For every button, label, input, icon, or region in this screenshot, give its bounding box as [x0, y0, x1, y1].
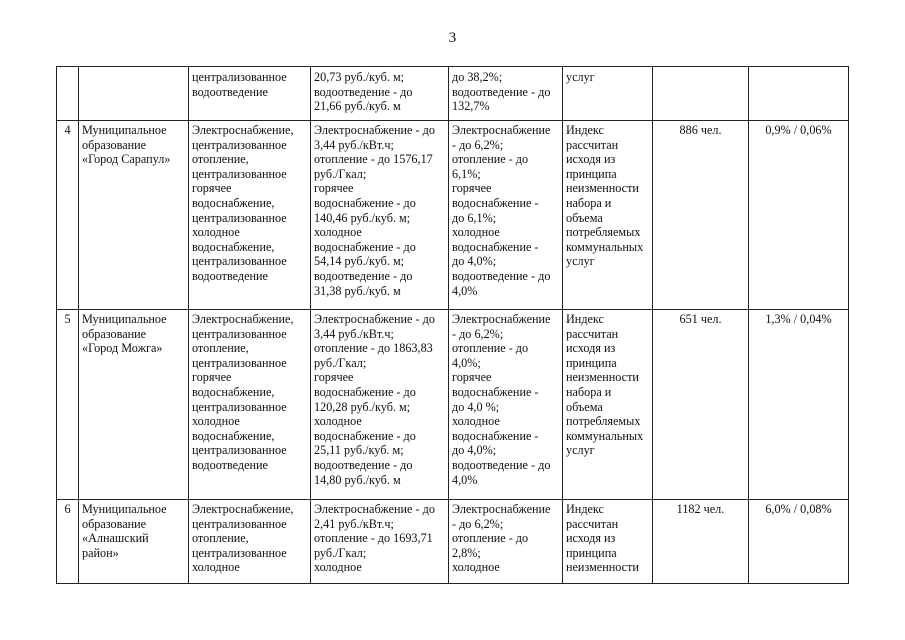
page-number: 3 [448, 30, 457, 46]
table-row [57, 310, 849, 500]
services-cell: Электроснабжение, централизованное отопление, централизованное холодное [189, 500, 311, 584]
percent-cell: 6,0% / 0,08% [749, 500, 849, 584]
people-count-cell: 651 чел. [653, 310, 749, 500]
percent-cell: 1,3% / 0,04% [749, 310, 849, 500]
row-number: 6 [57, 500, 79, 584]
tariffs-cell: 20,73 руб./куб. м; водоотведение - до 21,66 руб./куб. м [311, 67, 449, 121]
table-row [57, 121, 849, 310]
tariffs-cell: Электроснабжение - до 2,41 руб./кВт.ч; отопление - до 1693,71 руб./Гкал; холодное [311, 500, 449, 584]
table-row [57, 67, 849, 121]
people-count-cell [653, 67, 749, 121]
municipality-cell: Муниципальное образование «Город Сарапул» [79, 121, 189, 310]
percent-cell: 0,9% / 0,06% [749, 121, 849, 310]
row-number: 4 [57, 121, 79, 310]
tariff-table [56, 66, 849, 584]
growth-cell: Электроснабжение - до 6,2%; отопление - до 4,0%; горячее водоснабжение - до 4,0 %; холодное водоснабжение - до 4,0%; водоотведение - до 4,0% [449, 310, 563, 500]
municipality-cell [79, 67, 189, 121]
tariffs-cell: Электроснабжение - до 3,44 руб./кВт.ч; отопление - до 1863,83 руб./Гкал; горячее водоснабжение - до 120,28 руб./куб. м; холодное водоснабжение - до 25,11 руб./куб. м; водоотведение - до 14,80 руб./куб. м [311, 310, 449, 500]
services-cell: Электроснабжение, централизованное отопление, централизованное горячее водоснабжение, централизованное холодное водоснабжение, централизованное водоотведение [189, 121, 311, 310]
index-cell: услуг [563, 67, 653, 121]
index-cell: Индекс рассчитан исходя из принципа неизменности набора и объема потребляемых коммунальных услуг [563, 310, 653, 500]
row-number: 5 [57, 310, 79, 500]
municipality-cell: Муниципальное образование «Город Можга» [79, 310, 189, 500]
people-count-cell: 1182 чел. [653, 500, 749, 584]
percent-cell [749, 67, 849, 121]
tariffs-cell: Электроснабжение - до 3,44 руб./кВт.ч; отопление - до 1576,17 руб./Гкал; горячее водоснабжение - до 140,46 руб./куб. м; холодное водоснабжение - до 54,14 руб./куб. м; водоотведение - до 31,38 руб./куб. м [311, 121, 449, 310]
growth-cell: Электроснабжение - до 6,2%; отопление - до 2,8%; холодное [449, 500, 563, 584]
growth-cell: Электроснабжение - до 6,2%; отопление - до 6,1%; горячее водоснабжение - до 6,1%; холодное водоснабжение - до 4,0%; водоотведение - до 4,0% [449, 121, 563, 310]
people-count-cell: 886 чел. [653, 121, 749, 310]
growth-cell: до 38,2%; водоотведение - до 132,7% [449, 67, 563, 121]
index-cell: Индекс рассчитан исходя из принципа неизменности [563, 500, 653, 584]
row-number [57, 67, 79, 121]
services-cell: централизованное водоотведение [189, 67, 311, 121]
index-cell: Индекс рассчитан исходя из принципа неизменности набора и объема потребляемых коммунальных услуг [563, 121, 653, 310]
services-cell: Электроснабжение, централизованное отопление, централизованное горячее водоснабжение, централизованное холодное водоснабжение, централизованное водоотведение [189, 310, 311, 500]
municipality-cell: Муниципальное образование «Алнашский район» [79, 500, 189, 584]
table-row [57, 500, 849, 584]
